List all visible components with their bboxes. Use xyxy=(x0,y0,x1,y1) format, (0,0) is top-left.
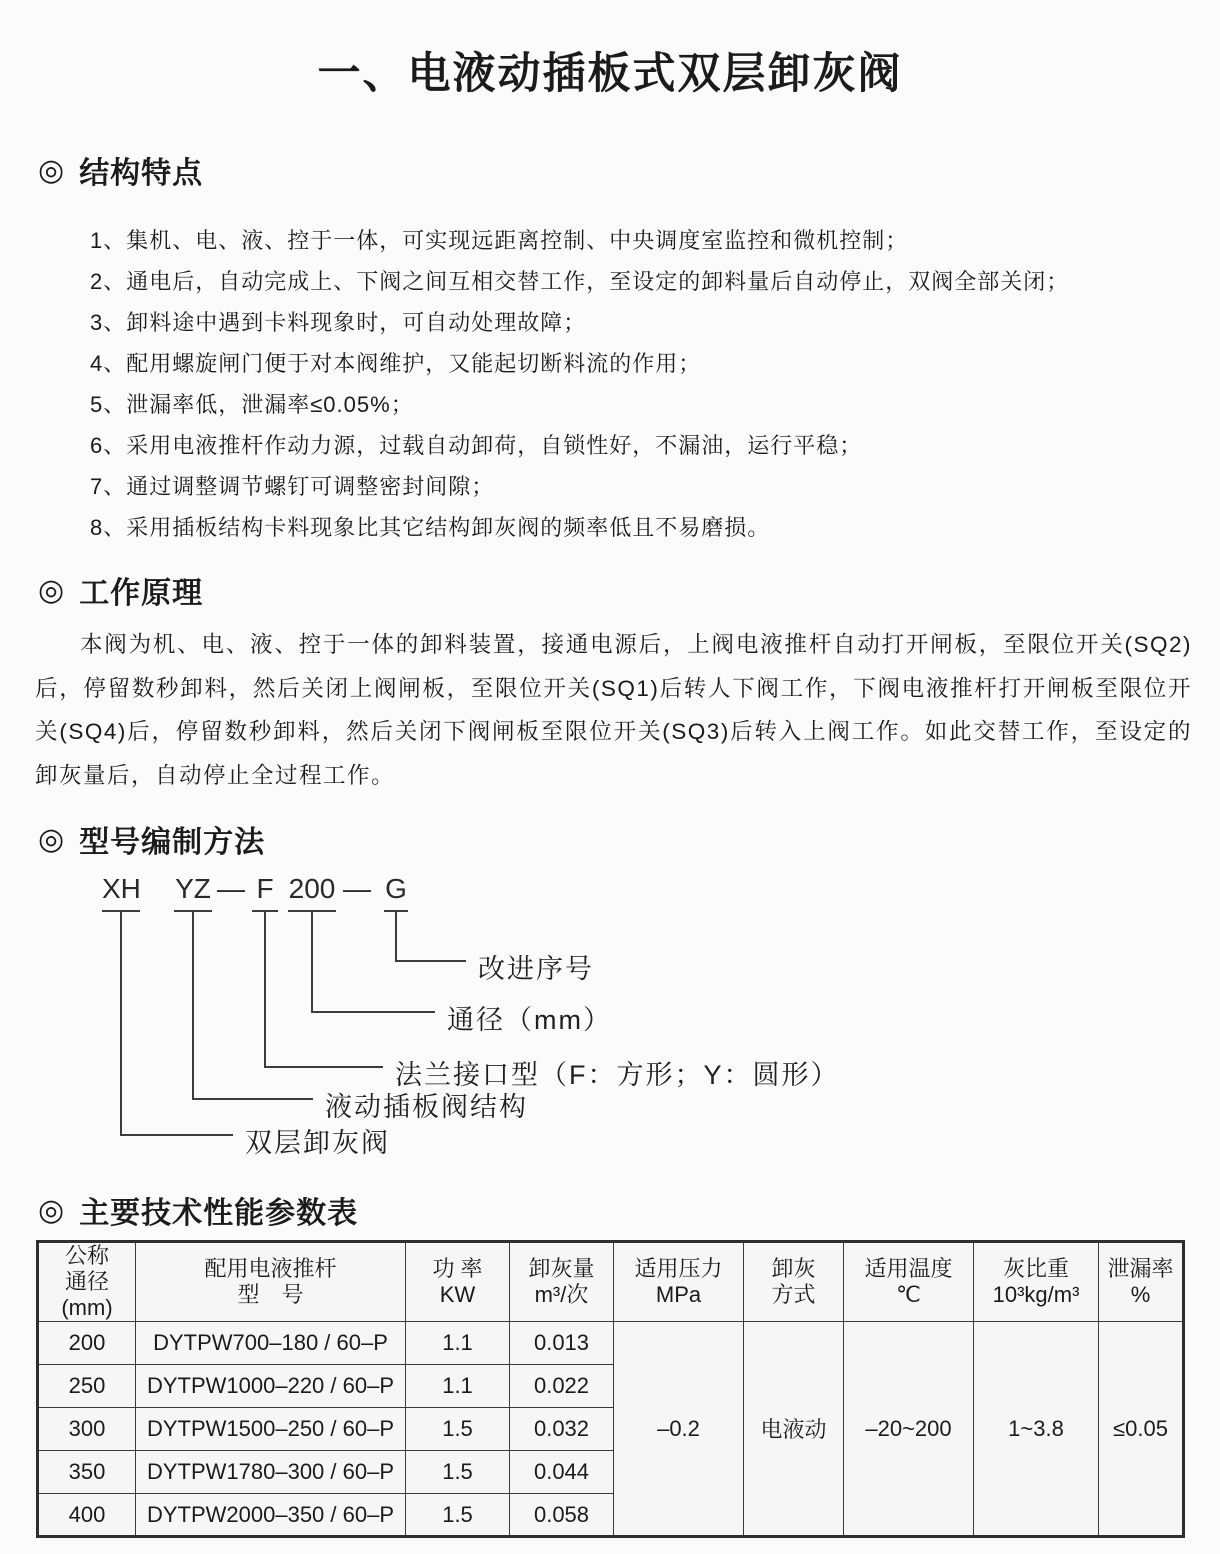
cell-model: DYTPW1500–250 / 60–P xyxy=(136,1408,406,1451)
diagram-label-structure: 液动插板阀结构 xyxy=(325,1092,528,1122)
specs-heading xyxy=(38,1188,358,1232)
col-header-density: 灰比重 10³kg/m³ xyxy=(974,1242,1099,1322)
specs-heading-label: 主要技术性能参数表 xyxy=(79,1197,359,1230)
page-title: 一、电液动插板式双层卸灰阀 xyxy=(317,50,903,98)
feature-item: 7、通过调整调节螺钉可调整密封间隙； xyxy=(90,474,495,499)
cell-capacity: 0.032 xyxy=(510,1408,614,1451)
cell-capacity: 0.044 xyxy=(510,1451,614,1494)
cell-power: 1.5 xyxy=(406,1451,510,1494)
specs-table xyxy=(36,1240,1185,1538)
cell-dn: 200 xyxy=(38,1322,136,1365)
table-row xyxy=(38,1322,1184,1365)
feature-item: 6、采用电液推杆作动力源，过载自动卸荷，自锁性好，不漏油，运行平稳； xyxy=(90,433,863,458)
diagram-label-valve: 双层卸灰阀 xyxy=(245,1128,390,1158)
col-header-dn: 公称 通径 (mm) xyxy=(38,1242,136,1322)
cell-leakage: ≤0.05 xyxy=(1099,1322,1184,1537)
cell-dn: 400 xyxy=(38,1494,136,1537)
section-marker-icon: ◎ xyxy=(38,822,66,856)
features-heading xyxy=(38,148,203,192)
cell-capacity: 0.058 xyxy=(510,1494,614,1537)
col-header-pressure: 适用压力 MPa xyxy=(614,1242,744,1322)
cell-power: 1.5 xyxy=(406,1408,510,1451)
cell-power: 1.1 xyxy=(406,1365,510,1408)
cell-temperature: –20~200 xyxy=(844,1322,974,1537)
cell-dn: 300 xyxy=(38,1408,136,1451)
cell-capacity: 0.022 xyxy=(510,1365,614,1408)
code-part-xh: XH xyxy=(102,873,140,912)
cell-method: 电液动 xyxy=(744,1322,844,1537)
features-heading-label: 结构特点 xyxy=(79,157,204,190)
feature-item: 4、配用螺旋闸门便于对本阀维护，又能起切断料流的作用； xyxy=(90,351,702,376)
feature-item: 8、采用插板结构卡料现象比其它结构卸灰阀的频率低且不易磨损。 xyxy=(90,515,771,540)
col-header-model: 配用电液推杆 型 号 xyxy=(136,1242,406,1322)
cell-model: DYTPW2000–350 / 60–P xyxy=(136,1494,406,1537)
cell-power: 1.1 xyxy=(406,1322,510,1365)
table-header-row xyxy=(38,1242,1184,1322)
principle-heading xyxy=(38,568,203,612)
code-part-g: G xyxy=(384,873,408,912)
feature-list xyxy=(90,220,1190,548)
feature-item: 2、通电后，自动完成上、下阀之间互相交替工作，至设定的卸料量后自动停止，双阀全部关闭； xyxy=(90,269,1070,294)
cell-power: 1.5 xyxy=(406,1494,510,1537)
model-heading xyxy=(38,817,265,861)
principle-text: 本阀为机、电、液、控于一体的卸料装置，接通电源后，上阀电液推杆自动打开闸板，至限位开关(SQ2)后，停留数秒卸料，然后关闭上阀闸板，至限位开关(SQ1)后转人下阀工作，下阀电液推杆打开闸板至限位开关(SQ4)后，停留数秒卸料，然后关闭下阀闸板至限位开关(SQ3)后转入上阀工作。如此交替工作，至设定的卸灰量后，自动停止全过程工作。 xyxy=(35,632,1192,788)
code-dash: — xyxy=(217,873,245,904)
cell-density: 1~3.8 xyxy=(974,1322,1099,1537)
diagram-label-improvement: 改进序号 xyxy=(478,954,594,984)
cell-model: DYTPW700–180 / 60–P xyxy=(136,1322,406,1365)
col-header-power: 功 率 KW xyxy=(406,1242,510,1322)
col-header-capacity: 卸灰量 m³/次 xyxy=(510,1242,614,1322)
cell-dn: 250 xyxy=(38,1365,136,1408)
cell-model: DYTPW1780–300 / 60–P xyxy=(136,1451,406,1494)
cell-pressure: –0.2 xyxy=(614,1322,744,1537)
section-marker-icon: ◎ xyxy=(38,573,66,607)
section-marker-icon: ◎ xyxy=(38,153,66,187)
feature-item: 5、泄漏率低，泄漏率≤0.05%； xyxy=(90,392,414,417)
feature-item: 1、集机、电、液、控于一体，可实现远距离控制、中央调度室监控和微机控制； xyxy=(90,228,909,253)
principle-heading-label: 工作原理 xyxy=(79,577,204,610)
section-marker-icon: ◎ xyxy=(38,1193,66,1227)
cell-model: DYTPW1000–220 / 60–P xyxy=(136,1365,406,1408)
code-dash: — xyxy=(343,873,371,904)
col-header-leakage: 泄漏率 % xyxy=(1099,1242,1184,1322)
cell-dn: 350 xyxy=(38,1451,136,1494)
diagram-label-flange: 法兰接口型（F：方形；Y：圆形） xyxy=(395,1060,840,1090)
model-heading-label: 型号编制方法 xyxy=(79,826,266,859)
model-code-diagram xyxy=(0,860,1220,1160)
col-header-temperature: 适用温度 ℃ xyxy=(844,1242,974,1322)
code-part-size: 200 xyxy=(288,873,336,912)
feature-item: 3、卸料途中遇到卡料现象时，可自动处理故障； xyxy=(90,310,587,335)
col-header-method: 卸灰 方式 xyxy=(744,1242,844,1322)
diagram-label-diameter: 通径（mm） xyxy=(447,1005,612,1035)
code-part-f: F xyxy=(252,873,278,912)
cell-capacity: 0.013 xyxy=(510,1322,614,1365)
code-part-yz: YZ xyxy=(174,873,212,912)
